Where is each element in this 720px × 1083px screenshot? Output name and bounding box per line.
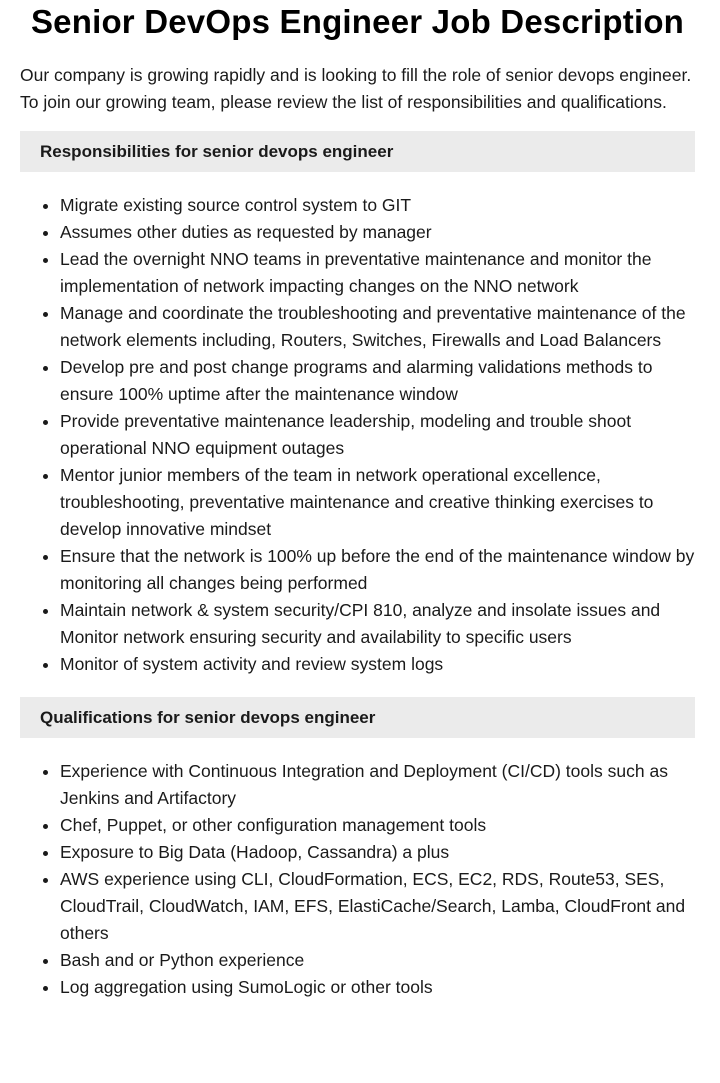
list-item: • Assumes other duties as requested by manager [60,219,695,246]
list-item: • Monitor of system activity and review system logs [60,651,695,678]
list-item: • Ensure that the network is 100% up before the end of the maintenance window by monitoring all changes being performed [60,543,695,597]
list-item: • AWS experience using CLI, CloudFormation, ECS, EC2, RDS, Route53, SES, CloudTrail, CloudWatch, IAM, EFS, ElastiCache/Search, Lamba, CloudFront and others [60,866,695,947]
list-item: • Experience with Continuous Integration and Deployment (CI/CD) tools such as Jenkins and Artifactory [60,758,695,812]
list-item: • Chef, Puppet, or other configuration management tools [60,812,695,839]
page-title: Senior DevOps Engineer Job Description [30,3,685,40]
intro-paragraph: Our company is growing rapidly and is looking to fill the role of senior devops engineer. To join our growing team, please review the list of responsibilities and qualifications. [20,65,692,112]
list-item: • Mentor junior members of the team in network operational excellence, troubleshooting, preventative maintenance and creative thinking exercises to develop innovative mindset [60,462,695,543]
responsibilities-heading: Responsibilities for senior devops engineer [20,131,695,172]
qualifications-list [20,758,695,1001]
list-item: • Bash and or Python experience [60,947,695,974]
list-item: • Migrate existing source control system to GIT [60,192,695,219]
list-item: • Exposure to Big Data (Hadoop, Cassandra) a plus [60,839,695,866]
list-item: • Develop pre and post change programs and alarming validations methods to ensure 100% uptime after the maintenance window [60,354,695,408]
list-item: • Log aggregation using SumoLogic or other tools [60,974,695,1001]
qualifications-heading: Qualifications for senior devops engineer [20,697,695,738]
responsibilities-list [20,192,695,678]
list-item: • Maintain network & system security/CPI 810, analyze and insolate issues and Monitor network ensuring security and availability to specific users [60,597,695,651]
list-item: • Manage and coordinate the troubleshooting and preventative maintenance of the network elements including, Routers, Switches, Firewalls and Load Balancers [60,300,695,354]
list-item: • Lead the overnight NNO teams in preventative maintenance and monitor the implementation of network impacting changes on the NNO network [60,246,695,300]
list-item: • Provide preventative maintenance leadership, modeling and trouble shoot operational NNO equipment outages [60,408,695,462]
